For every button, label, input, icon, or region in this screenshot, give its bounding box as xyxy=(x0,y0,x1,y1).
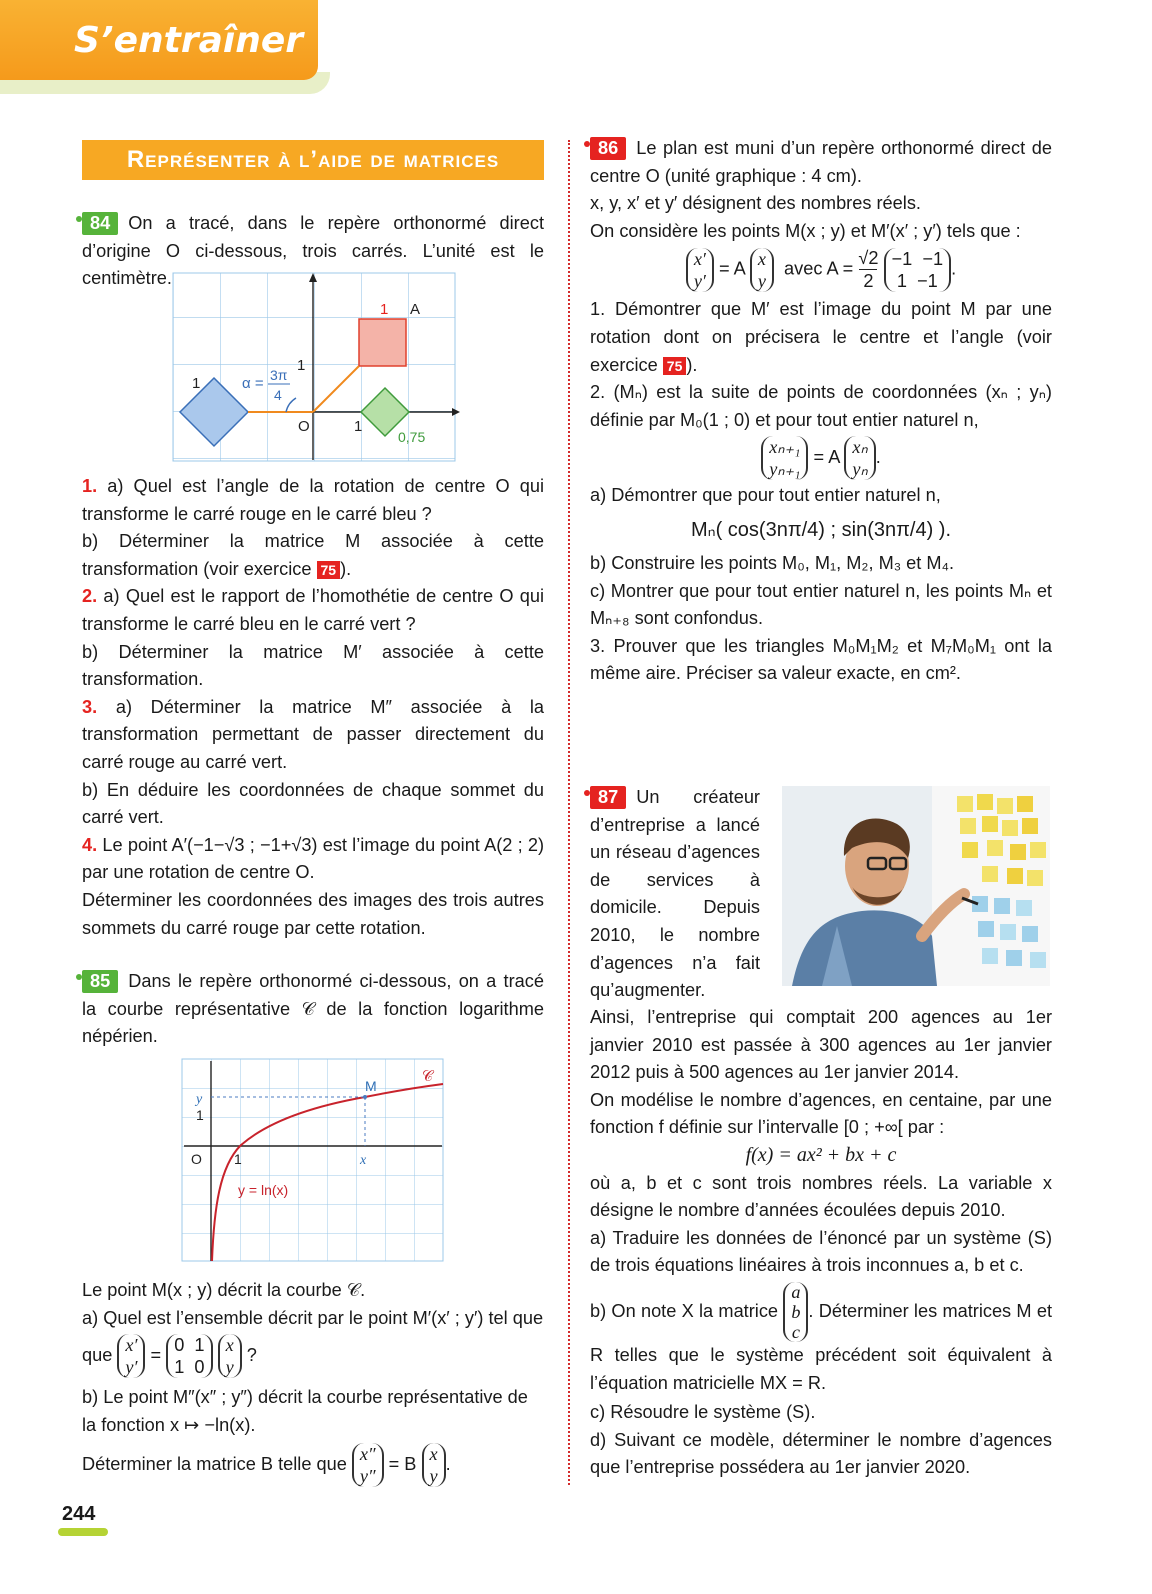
ex84-q4: 4. Le point A′(−1−√3 ; −1+√3) est l’image du point A(2 ; 2) par une rotation de centre O. xyxy=(82,834,545,883)
ex85-intro xyxy=(82,968,544,1051)
ex85-qb2: Déterminer la matrice B telle que x″ y″ = B x y. xyxy=(82,1444,451,1487)
fig84-label-1x: 1 xyxy=(354,418,363,435)
fig84-label-A: A xyxy=(410,301,421,318)
ex85-figure xyxy=(180,1057,445,1263)
page-number-bar xyxy=(58,1528,108,1536)
ex84-q2a: 2. a) Quel est le rapport de l’homothétie de centre O qui transforme le carré bleu en le carré vert ? xyxy=(82,586,544,634)
fig84-alpha: α = xyxy=(242,375,264,392)
fig85-label-1x: 1 xyxy=(234,1151,242,1167)
ex86-eq-rhs: x y xyxy=(750,248,774,292)
ex85-number: 85 xyxy=(82,970,118,993)
ex85-questions xyxy=(82,1277,544,1487)
fig84-label-075: 0,75 xyxy=(398,429,426,445)
ex86-number: 86 xyxy=(590,137,626,160)
ex85-line1: Le point M(x ; y) décrit la courbe 𝒞. xyxy=(82,1280,366,1300)
ex84-q1b: b) Déterminer la matrice M associée à cette transformation (voir exercice 75 ). xyxy=(82,531,544,579)
ex86-q2-lhs: xₙ₊₁ yₙ₊₁ xyxy=(761,436,808,480)
ex86-q2-rhs: xₙ yₙ xyxy=(844,436,875,480)
fig85-label-1y: 1 xyxy=(196,1107,204,1123)
fig84-alpha-num: 3π xyxy=(270,367,288,383)
ex85-qb: b) Le point M″(x″ ; y″) décrit la courbe représentative de la fonction x ↦ −ln(x). xyxy=(82,1387,528,1435)
ex86-eq-A: −1 −1 1 −1 xyxy=(884,248,952,292)
fig85-label-curve: y = ln(x) xyxy=(238,1182,289,1198)
ex85-qa-eq: que x′ y′ = 0 1 1 0 x y ? xyxy=(82,1335,257,1378)
ex84-q4b: Déterminer les coordonnées des images des trois autres sommets du carré rouge par cette rotation. xyxy=(82,889,544,938)
fig84-alpha-den: 4 xyxy=(274,387,282,403)
ex87-qa: a) Traduire les données de l’énoncé par un système (S) de trois équations linéaires à trois inconnues a, b et c. xyxy=(590,1227,1052,1276)
ex84-q1a: 1. a) Quel est l’angle de la rotation de centre O qui transforme le carré rouge en le carré bleu ? xyxy=(82,476,544,524)
ex86-l2: x, y, x′ et y′ désignent des nombres réels. xyxy=(590,193,921,214)
fig84-label-O: O xyxy=(298,418,310,435)
fig85-label-y: y xyxy=(196,1092,203,1107)
ex84-q3b: b) En déduire les coordonnées de chaque sommet du carré vert. xyxy=(82,779,544,828)
ex87-qc: c) Résoudre le système (S). xyxy=(590,1402,816,1423)
ex86-q3: 3. Prouver que les triangles M₀M₁M₂ et M₇M₀M₁ ont la même aire. Préciser sa valeur exacte, en cm². xyxy=(590,635,1052,684)
ex85-qb2-lhs: x″ y″ xyxy=(352,1443,384,1487)
ex87-formula: f(x) = ax² + bx + c xyxy=(745,1143,897,1166)
ex87-p3: On modélise le nombre d’agences, en centaine, par une fonction f définie sur l’intervalle [0 ; +∞[ par : xyxy=(590,1089,1052,1138)
ex86-q2-eq: xₙ₊₁ yₙ₊₁ = A xₙ yₙ. xyxy=(590,436,1052,480)
ex84-q2b: b) Déterminer la matrice M′ associée à cette transformation. xyxy=(82,641,544,690)
ex86-q2a-eq: Mₙ( cos(3nπ/4) ; sin(3nπ/4) ). xyxy=(690,518,952,541)
fig84-label-1left: 1 xyxy=(192,375,201,392)
ex85-intro-text: Dans le repère orthonormé ci-dessous, on a tracé la courbe représentative 𝒞 de la fonction logarithme népérien. xyxy=(82,971,544,1047)
ex87-photo xyxy=(782,786,1050,986)
ex86-q2: 2. (Mₙ) est la suite de points de coordonnées (xₙ ; yₙ) définie par M₀(1 ; 0) et pour tout entier naturel n, xyxy=(590,382,1052,430)
ex85-qa-lhs: x′ y′ xyxy=(117,1334,145,1378)
ex84-q3a: 3. a) Déterminer la matrice M″ associée à la transformation permettant de passer directement du carré rouge au carré vert. xyxy=(82,696,544,772)
ex86-q2a: a) Démontrer que pour tout entier naturel n, xyxy=(590,485,941,506)
fig84-label-1mid: 1 xyxy=(297,357,306,374)
ex86-l3: On considère les points M(x ; y) et M′(x′ ; y′) tels que : xyxy=(590,220,1021,241)
ex85-qa-mat: 0 1 1 0 xyxy=(166,1334,212,1378)
ex84-number: 84 xyxy=(82,212,118,235)
ex86-ref-75[interactable]: 75 xyxy=(663,357,687,375)
column-separator xyxy=(568,140,570,1485)
ex87-body xyxy=(590,1004,1052,1482)
ex87-number: 87 xyxy=(590,786,626,809)
fig84-label-1top: 1 xyxy=(380,301,389,318)
ex86-q2b: b) Construire les points M₀, M₁, M₂, M₃ et M₄. xyxy=(590,552,955,573)
ex87-qd: d) Suivant ce modèle, déterminer le nombre d’agences que l’entreprise possédera au 1er janvier 2020. xyxy=(590,1429,1052,1478)
ex86-q1: 1. Démontrer que M′ est l’image du point M par une rotation dont on précisera le centre et l’angle (voir exercice 75 ). xyxy=(590,299,1052,375)
fig85-label-M: M xyxy=(365,1078,377,1094)
ex87-qb: b) On note X la matrice a b c. Déterminer les matrices M et R telles que le système précédent soit équivalent à l’équation matricielle MX = R. xyxy=(590,1281,1052,1393)
ex87-intro: 87 Un créateur d’entreprise a lancé un réseau d’agences de services à domicile. Depuis 2010, le nombre d’agences n’a fait qu’augmenter. xyxy=(590,787,760,1001)
page-number: 244 xyxy=(62,1503,96,1525)
ex87-p4: où a, b et c sont trois nombres réels. La variable x désigne le nombre d’années écoulées depuis 2010. xyxy=(590,1172,1052,1221)
ex84-figure xyxy=(170,270,460,465)
ex86-intro: 86 Le plan est muni d’un repère orthonormé direct de centre O (unité graphique : 4 cm). xyxy=(590,138,1052,186)
fig85-label-O: O xyxy=(191,1151,202,1167)
ex87-qb-mat: a b c xyxy=(783,1282,808,1342)
ex86-eq: x′ y′ = A x y avec $A = \frac{√2}{2} -1 -1$ 1 −1. xyxy=(590,247,1052,292)
ex85-qa-rhs: x y xyxy=(218,1334,242,1378)
ex86-block xyxy=(590,135,1052,688)
ex86-eq-lhs: x′ y′ xyxy=(686,248,714,292)
ex84-ref-75[interactable]: 75 xyxy=(317,561,341,579)
ex87-p2: Ainsi, l’entreprise qui comptait 200 agences au 1er janvier 2010 est passée à 300 agences au 1er janvier 2012 puis à 500 agences au 1er janvier 2014. xyxy=(590,1007,1052,1083)
ex86-q2c: c) Montrer que pour tout entier naturel n, les points Mₙ et Mₙ₊₈ sont confondus. xyxy=(590,580,1052,629)
ex85-qb2-rhs: x y xyxy=(422,1443,446,1487)
section-banner: Représenter à l’aide de matrices xyxy=(82,140,544,180)
fig85-label-x: x xyxy=(360,1153,367,1168)
ex84-intro-text: On a tracé, dans le repère orthonormé direct d’origine O ci-dessous, trois carrés. L’unité est le centimètre. xyxy=(82,213,544,289)
ex84-questions xyxy=(82,473,544,942)
header-title: S’entraîner xyxy=(74,20,304,61)
ex86-eq-frac: $\frac{√2}{2}$ xyxy=(858,248,879,292)
ex85-qa: a) Quel est l’ensemble décrit par le point M′(x′ ; y′) tel que xyxy=(82,1307,544,1328)
red-square xyxy=(359,319,406,366)
fig85-label-C: 𝒞 xyxy=(422,1069,433,1085)
